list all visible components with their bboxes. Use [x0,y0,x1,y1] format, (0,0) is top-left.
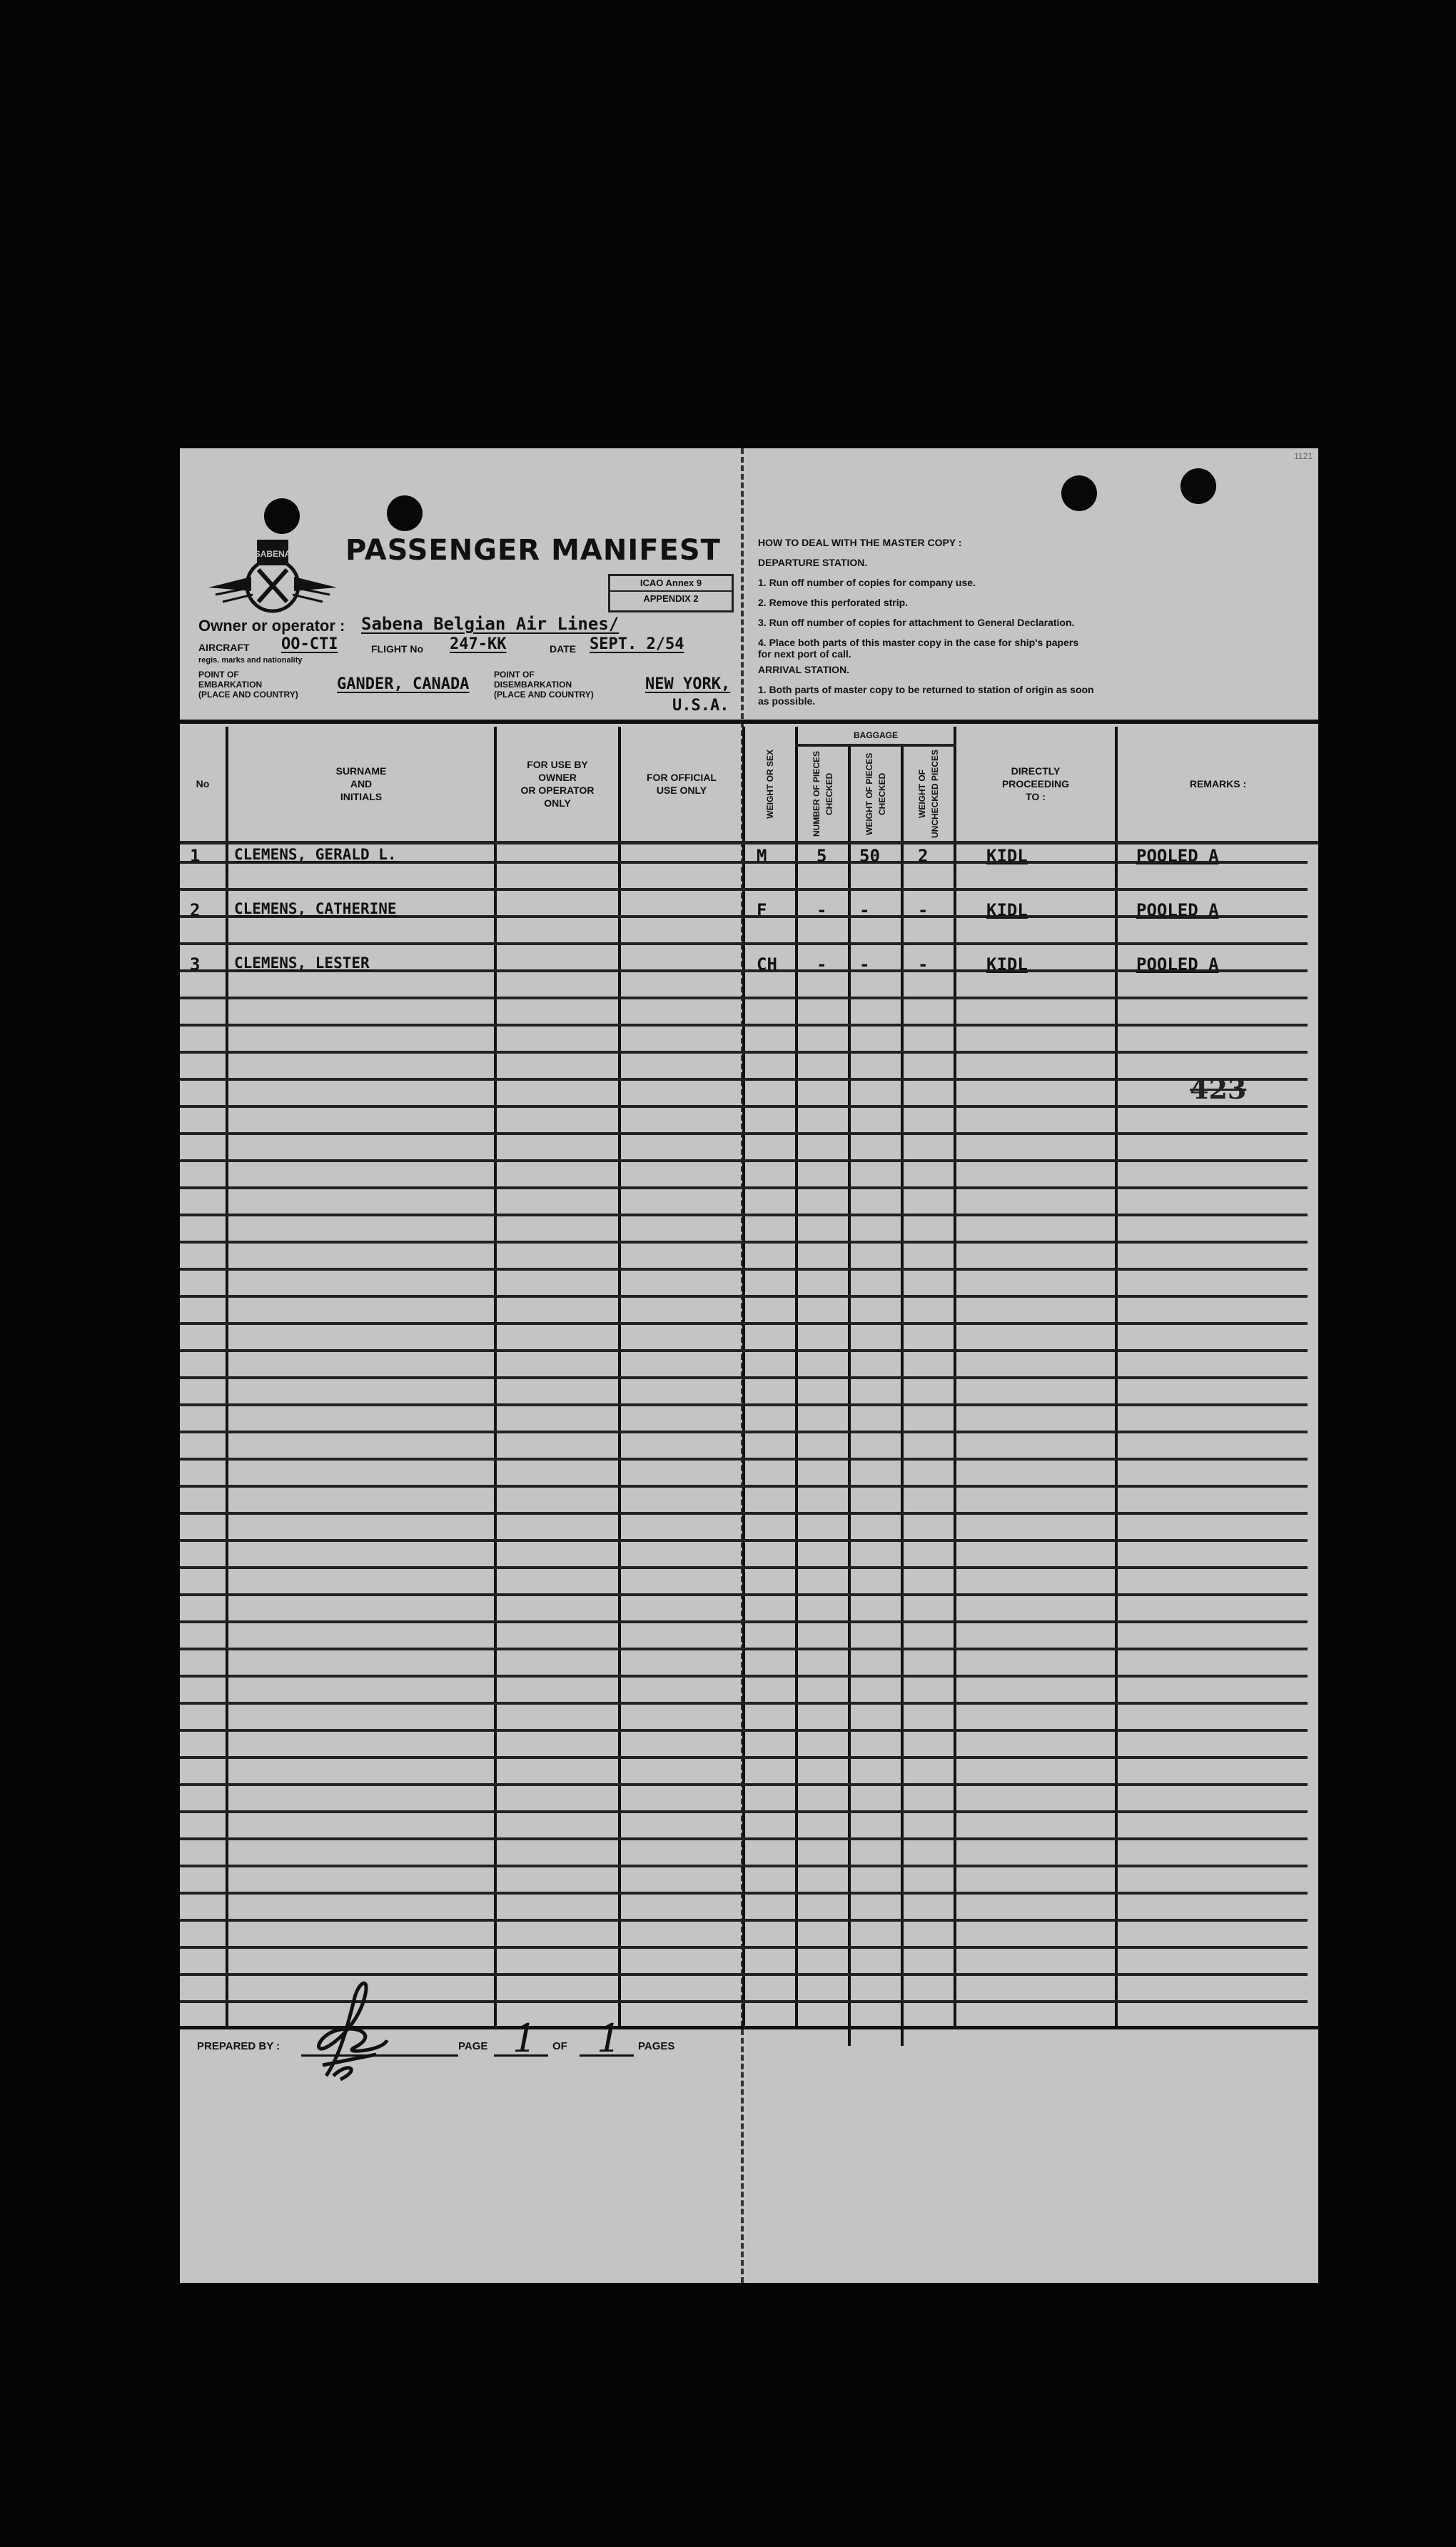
punch-hole [1181,468,1216,504]
passenger-name: CLEMENS, CATHERINE [234,900,397,917]
disembarkation-label: POINT OF DISEMBARKATION (PLACE AND COUNTRY) [494,670,594,700]
row-rule [180,1241,1308,1244]
row-rule [180,997,1308,999]
row-rule [180,942,1308,945]
row-rule [180,1376,1308,1379]
bag-unchecked: - [918,900,929,920]
row-rule [180,1186,1308,1189]
row-rule [180,1919,1308,1922]
row-rule [180,1892,1308,1895]
icao-box [608,574,734,612]
row-rule [180,1729,1308,1732]
row-rule [180,1159,1308,1162]
bag-unchecked: - [918,954,929,974]
disembarkation-country: U.S.A. [672,697,729,715]
row-number: 1 [190,846,201,866]
row-rule [180,1132,1308,1135]
date-value: SEPT. 2/54 [590,635,684,653]
manifest-sheet [180,448,1318,2283]
master-copy-instructions: HOW TO DEAL WITH THE MASTER COPY : DEPARTURE STATION. 1. Run off number of copies for company use. 2. Remove this perforated strip. 3. Run off number of copies for attachment to General Declaration. 4. Place both parts of this master copy in the case for ship's papers for next port of call. ARRIVAL STATION. 1. Both parts of master copy to be returned to station of origin as soon as possible. [758,537,1094,707]
row-rule [180,1105,1308,1108]
weight-or-sex: CH [757,954,777,974]
remarks: POOLED A [1136,900,1219,920]
row-rule [180,1756,1308,1759]
header-bottom-rule [180,841,1318,844]
table-top-rule [180,720,1318,724]
col-owner-use: FOR USE BY OWNER OR OPERATOR ONLY [520,759,595,809]
sabena-logo-icon [201,520,344,627]
punch-hole [387,495,423,531]
col-proceeding: DIRECTLY PROCEEDING TO : [1001,765,1070,802]
destination: KIDL [986,846,1028,866]
weight-or-sex: M [757,846,767,866]
destination: KIDL [986,900,1028,920]
row-rule [180,1620,1308,1623]
passenger-name: CLEMENS, LESTER [234,954,370,972]
row-rule [180,1024,1308,1027]
col-bag-unchecked: WEIGHT OF UNCHECKED PIECES [917,749,940,839]
row-rule [180,1295,1308,1298]
col-official-use: FOR OFFICIAL USE ONLY [647,772,717,796]
of-label: OF [552,2040,567,2052]
row-rule [180,1675,1308,1678]
col-no: No [196,778,210,790]
bag-weight: 50 [859,846,880,866]
aircraft-value: OO-CTI [281,635,338,653]
col-baggage: BAGGAGE [853,730,898,740]
col-weight-sex: WEIGHT OR SEX [765,749,775,819]
col-surname: SURNAME AND INITIALS [335,765,387,802]
row-rule [180,1078,1308,1081]
bag-weight: - [859,954,870,974]
signature-icon [298,1969,390,2083]
flight-label: FLIGHT No [371,643,424,655]
aircraft-label: AIRCRAFT [198,642,250,653]
baggage-divider [795,744,956,747]
row-number: 2 [190,900,201,920]
row-rule [180,1648,1308,1650]
row-rule [180,1403,1308,1406]
remarks: POOLED A [1136,846,1219,866]
row-rule [180,1458,1308,1461]
row-rule [180,1837,1308,1840]
aircraft-sub-label: regis. marks and nationality [198,656,303,665]
row-rule [180,1051,1308,1054]
flight-value: 247-KK [450,635,507,653]
row-rule [180,1349,1308,1352]
prepared-by-label: PREPARED BY : [197,2040,280,2052]
row-rule [180,1702,1308,1705]
bag-pieces: - [817,954,827,974]
remarks: POOLED A [1136,954,1219,974]
column-divider [848,747,851,2046]
page-label: PAGE [458,2040,488,2052]
row-rule [180,1268,1308,1271]
bag-pieces: 5 [817,846,827,866]
bag-weight: - [859,900,870,920]
row-rule [180,1593,1308,1596]
destination: KIDL [986,954,1028,974]
page-line [494,2054,548,2057]
icao-annex-label: ICAO Annex 9 [639,578,702,588]
icao-appendix-label: APPENDIX 2 [610,590,732,606]
row-number: 3 [190,954,201,974]
column-divider [901,747,904,2046]
pages-label: PAGES [638,2040,675,2052]
page-value: 1 [512,2016,537,2061]
date-label: DATE [550,643,577,655]
row-rule [180,1214,1308,1216]
disembarkation-value: NEW YORK, [645,675,731,693]
weight-or-sex: F [757,900,767,920]
row-rule [180,888,1308,891]
row-rule [180,1512,1308,1515]
page-title: PASSENGER MANIFEST [345,534,721,567]
owner-label: Owner or operator : [198,617,345,635]
row-rule [180,1946,1308,1949]
of-line [580,2054,634,2057]
table-header [180,727,1318,841]
prepared-by-line [301,2054,458,2057]
passenger-name: CLEMENS, GERALD L. [234,846,397,863]
row-rule [180,1485,1308,1488]
col-bag-weight: WEIGHT OF PIECES CHECKED [864,752,887,835]
row-rule [180,1431,1308,1433]
of-value: 1 [597,2016,622,2061]
embarkation-value: GANDER, CANADA [337,675,470,693]
col-bag-number: NUMBER OF PIECES CHECKED [812,751,834,837]
row-rule [180,1783,1308,1786]
embarkation-label: POINT OF EMBARKATION (PLACE AND COUNTRY) [198,670,298,700]
row-rule [180,1539,1308,1542]
corner-mark: 1121 [1294,451,1313,461]
stamp-number: 423 [1190,1073,1247,1105]
bag-pieces: - [817,900,827,920]
row-rule [180,1865,1308,1867]
owner-value: Sabena Belgian Air Lines/ [361,614,620,634]
punch-hole [1061,475,1097,511]
col-remarks: REMARKS : [1189,778,1247,790]
row-rule [180,1322,1308,1325]
bag-unchecked: 2 [918,846,929,866]
svg-text:SABENA: SABENA [254,549,291,559]
row-rule [180,1566,1308,1569]
row-rule [180,1810,1308,1813]
